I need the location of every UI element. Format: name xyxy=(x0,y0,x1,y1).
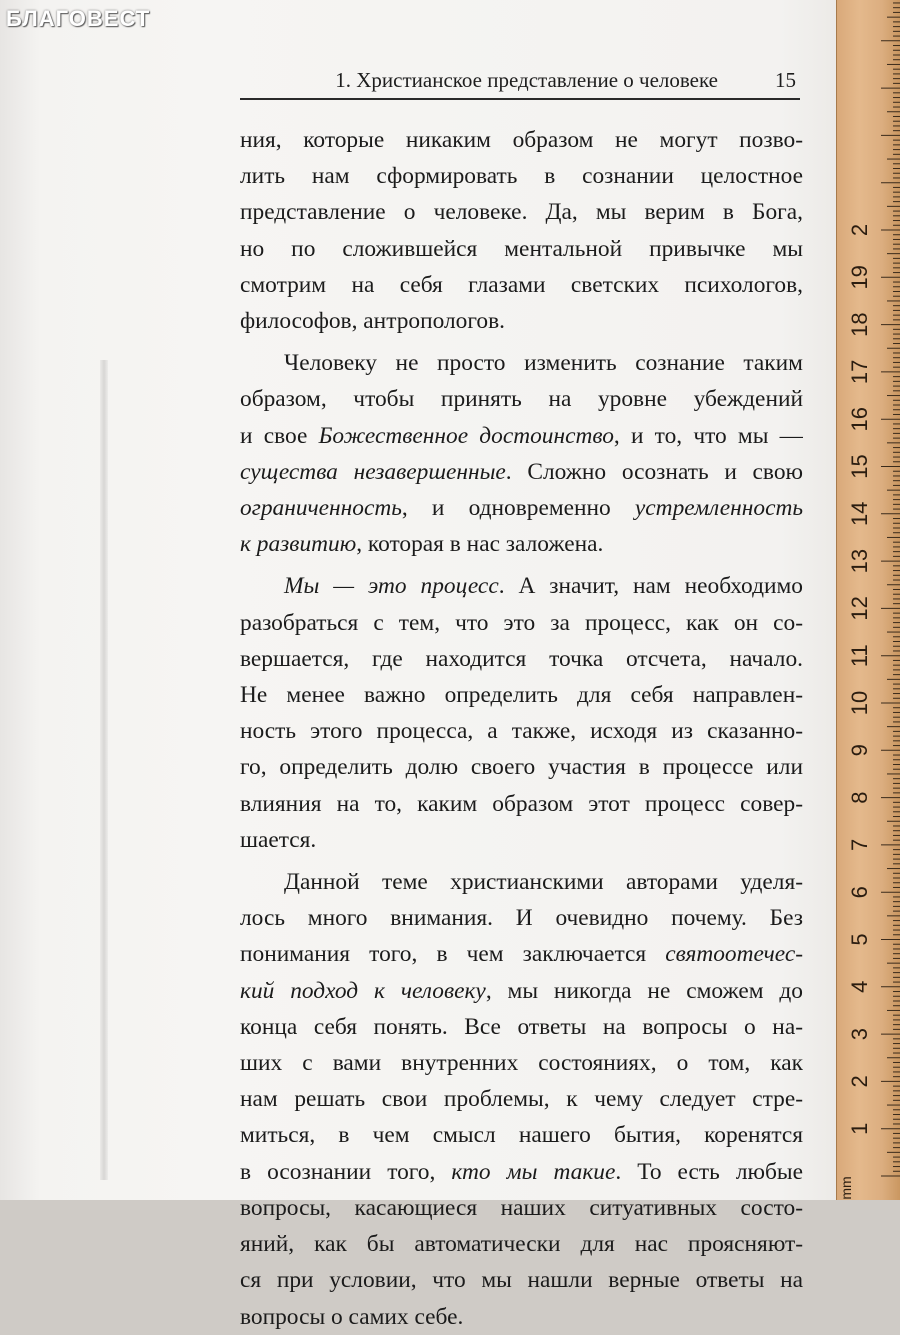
text-line: шается. xyxy=(240,826,317,853)
ruler-label: 10 xyxy=(846,690,872,716)
ruler-label: 18 xyxy=(846,312,872,337)
text-line: образом, чтобы принять на уровне убеждений xyxy=(240,386,803,413)
text-line: вершается, где находится точка отсчета, начало. xyxy=(240,645,803,672)
ruler-label: 2 xyxy=(846,1075,872,1088)
text-line: яний, как бы автоматически для нас проясняют- xyxy=(240,1231,803,1258)
ruler-label: 9 xyxy=(846,744,872,757)
ruler-label: 19 xyxy=(846,265,872,290)
text-line: представление о человеке. Да, мы верим в Бога, xyxy=(240,199,803,226)
body-text xyxy=(240,122,803,1335)
ruler-label: 1 xyxy=(846,1122,872,1135)
ruler-label: 12 xyxy=(846,596,872,621)
ruler-label: 13 xyxy=(846,548,872,574)
text-line: философов, антропологов. xyxy=(240,308,505,335)
ruler xyxy=(836,0,900,1200)
ruler-label: 5 xyxy=(846,933,872,946)
text-line: Мы — это процесс. А значит, нам необходимо xyxy=(284,573,803,600)
text-line: Человеку не просто изменить сознание таким xyxy=(284,350,803,377)
ruler-label: 11 xyxy=(846,644,872,668)
ruler-label: 16 xyxy=(846,406,872,432)
page-number: 15 xyxy=(775,68,796,92)
ruler-label: 17 xyxy=(846,359,872,385)
ruler-unit-label: mm xyxy=(838,1176,854,1200)
text-line: лось много внимания. И очевидно почему. Без xyxy=(240,905,803,932)
text-line: Не менее важно определить для себя направлен- xyxy=(240,682,803,709)
text-line: существа незавершенные. Сложно осознать и свою xyxy=(240,458,803,485)
text-line: лить нам сформировать в сознании целостное xyxy=(240,163,803,190)
text-line: в осознании того, кто мы такие. То есть любые xyxy=(240,1158,803,1185)
page-binding-shadow xyxy=(100,360,108,1180)
text-line: ния, которые никаким образом не могут позво- xyxy=(240,127,803,153)
ruler-label: 2 xyxy=(846,223,872,237)
ruler-label: 7 xyxy=(846,838,872,852)
watermark-logo: БЛАГОВЕСТ xyxy=(6,6,151,31)
text-line: к развитию, которая в нас заложена. xyxy=(240,531,604,558)
ruler-label: 8 xyxy=(846,791,872,804)
text-line: но по сложившейся ментальной привычке мы xyxy=(240,235,803,262)
text-line: вопросы, касающиеся наших ситуативных состо- xyxy=(240,1194,803,1221)
text-line: нам решать свои проблемы, к чему следует стре- xyxy=(240,1086,803,1113)
ruler-label: 14 xyxy=(846,501,872,527)
text-line: разобраться с тем, что это за процесс, как он со- xyxy=(240,609,803,636)
text-line: Данной теме христианскими авторами уделя- xyxy=(284,869,803,896)
ruler-label: 15 xyxy=(846,454,872,479)
text-line: ограниченность, и одновременно устремленность xyxy=(240,495,803,522)
text-line: и свое Божественное достоинство, и то, что мы — xyxy=(240,422,803,449)
running-header xyxy=(240,64,800,100)
text-line: понимания того, в чем заключается святоотечес- xyxy=(240,941,803,968)
text-line: конца себя понять. Все ответы на вопросы о на- xyxy=(240,1013,803,1040)
text-line: ших с вами внутренних состояниях, о том, как xyxy=(240,1050,803,1077)
text-line: го, определить долю своего участия в процессе или xyxy=(240,754,803,781)
ruler-label: 6 xyxy=(846,886,872,899)
ruler-label: 4 xyxy=(846,980,872,993)
ruler-scale xyxy=(837,0,900,1200)
text-line: ность этого процесса, а также, исходя из сказанно- xyxy=(240,718,803,745)
text-line: влияния на то, каким образом этот процесс совер- xyxy=(240,790,803,817)
text-line: кий подход к человеку, мы никогда не сможем до xyxy=(240,977,803,1004)
text-line: вопросы о самих себе. xyxy=(240,1303,464,1330)
text-line: миться, в чем смысл нашего бытия, коренятся xyxy=(240,1122,803,1149)
chapter-title: 1. Христианское представление о человеке xyxy=(335,68,718,92)
ruler-label: 3 xyxy=(846,1027,872,1041)
text-line: смотрим на себя глазами светских психологов, xyxy=(240,271,803,298)
text-line: ся при условии, что мы нашли верные ответы на xyxy=(240,1267,803,1294)
